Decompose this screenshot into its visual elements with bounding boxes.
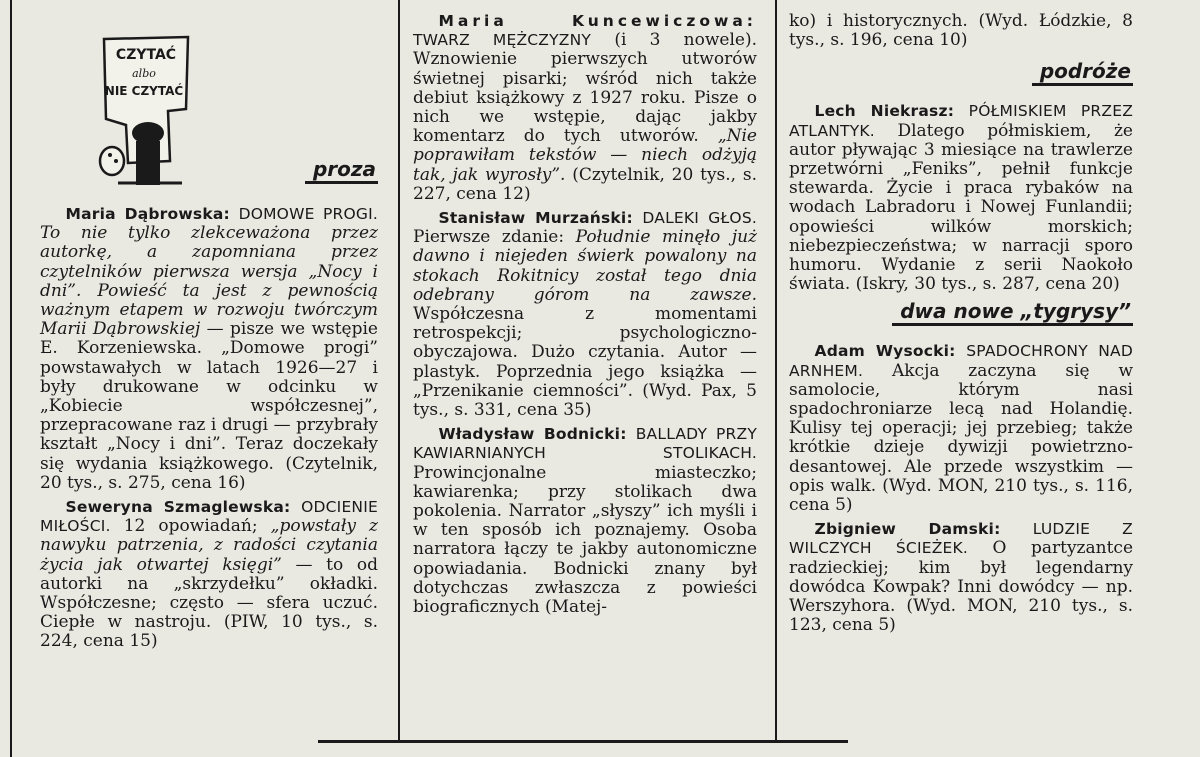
section-heading-podroze: podróże — [789, 62, 1133, 88]
review-text: (Czytelnik, 20 tys., s. 227, cena 12) — [413, 164, 758, 204]
quote-text: Południe minęło już dawno i niejeden świerk powalony na stokach Rokitnicy został tego dnia odebrany górom na zawsze. — [413, 227, 757, 305]
author-name: Seweryna Szmaglewska: — [65, 498, 291, 517]
review-bodnicki — [413, 425, 757, 617]
review-szmaglewska — [40, 498, 378, 652]
page-border-left — [10, 0, 12, 757]
author-name: Władysław Bodnicki: — [438, 425, 627, 444]
review-text: Dlatego półmiskiem, że autor pływając 3 miesiące na trawlerze przetwórni „Feniks”, pełnił funkcje stewarda. Życie i praca rybaków na wodach Labradoru i Nowej Funlandii; opowieści wilków morskich; niebezpieczeństwa; w narracji sporo humoru. Wydanie z serii Naokoło świata. (Iskry, 30 tys., s. 287, cena 20) — [789, 120, 1133, 295]
book-title: BALLADY PRZY KAWIARNIANYCH STOLIKACH. — [413, 425, 757, 463]
quote-text: To nie tylko zlekceważona przez autorkę, a zapomniana przez czytelników pierwsza wersja „Nocy i dni”. Powieść ta jest z pewnością ważnym etapem w rozwoju twórczym Marii Dąbrowskiej — [40, 223, 378, 340]
book-title: DALEKI GŁOS. — [642, 209, 757, 228]
book-title: PÓŁMISKIEM PRZEZ ATLANTYK. — [789, 102, 1134, 140]
review-damski — [789, 520, 1133, 635]
author-name: Zbigniew Damski: — [814, 520, 1001, 539]
column-rule — [398, 0, 400, 740]
review-dabrowska — [40, 205, 378, 493]
review-text: — to od autorki na „skrzydełku” okładki. Współczesne; często — sfera uczuć. Ciepłe w nastroju. (PIW, 10 tys., s. 224, cena 15) — [40, 554, 379, 652]
review-text: O partyzantce radzieckiej; kim był legendarny dowódca Kowpak? Inni dowódcy — np. Werszyhora. (Wyd. MON, 210 tys., s. 123, cena 5) — [789, 538, 1133, 636]
review-text: Pierwsze zdanie: — [413, 227, 565, 248]
book-title: LUDZIE Z WILCZYCH ŚCIEŻEK. — [789, 520, 1133, 558]
continued-text: ko) i historycznych. (Wyd. Łódzkie, 8 tys., s. 196, cena 10) — [789, 11, 1133, 51]
section-heading-tygrysy: dwa nowe „tygrysy” — [789, 302, 1133, 328]
review-text: Akcja zaczyna się w samolocie, którym nasi spadochroniarze lecą nad Holandię. Kulisy tej operacji; jej przebieg; także krótkie dzieje dywizji powietrzno-desantowej. Ale przede wszystkim — opis walk. (Wyd. MON, 210 tys., s. 116, cena 5) — [789, 360, 1134, 516]
column-rule — [775, 0, 777, 740]
author-name: Maria Kuncewiczowa: — [438, 12, 757, 30]
logo-line-2: albo — [132, 67, 156, 80]
review-murzanski — [413, 209, 757, 420]
quote-text: „Nie poprawiłam tekstów — niech odżyją tak, jak wyrosły”. — [413, 126, 757, 185]
review-text: 12 opowiadań; — [123, 516, 258, 537]
book-title: DOMOWE PROGI. — [238, 205, 379, 223]
author-name: Adam Wysocki: — [814, 342, 956, 361]
review-kuncewiczowa — [413, 12, 757, 204]
review-wysocki — [789, 342, 1133, 515]
column-1 — [40, 0, 378, 652]
quote-text: „powstały z nawyku patrzenia, z radości czytania życia jak otwartej księgi” — [40, 516, 378, 575]
bottom-rule — [318, 740, 848, 743]
review-text: Współczesna z momentami retrospekcji; psychologiczno-obyczajowa. Dużo czytania. Autor — plastyk. Poprzednia jego książka — „Przenikanie ciemności”. (Wyd. Pax, 5 tys., s. 331, cena 35) — [413, 304, 757, 421]
author-name: Lech Niekrasz: — [814, 102, 955, 121]
review-text: — pisze we wstępie E. Korzeniewska. „Domowe progi” powstawałych w latach 1926—27 i były drukowane w odcinku w „Kobiecie współczesnej”, przepracowane raz i drugi — przybrały kształt „Nocy i dni”. Teraz doczekały się wydania książkowego. (Czytelnik, 20 tys., s. 275, cena 16) — [40, 319, 378, 493]
author-name: Maria Dąbrowska: — [65, 205, 230, 223]
column-2 — [413, 0, 757, 617]
column-3 — [789, 0, 1133, 635]
logo-line-3: NIE CZYTAĆ — [104, 84, 184, 98]
review-text: Prowincjonalne miasteczko; kawiarenka; przy stolikach dwa pokolenia. Narrator „słyszy” ich myśli i w ten sposób ich poznajemy. Osoba narratora łączy te jakby autonomiczne opowiadania. Bodnicki znany był dotychczas zwłaszcza z powieści biograficznych (Matej- — [413, 462, 757, 618]
author-name: Stanisław Murzański: — [438, 209, 633, 228]
book-title: SPADOCHRONY NAD ARNHEM. — [789, 342, 1133, 380]
section-heading-proza: proza — [40, 160, 378, 186]
book-title: TWARZ MĘŻCZYZNY — [413, 31, 592, 50]
logo-line-1: CZYTAĆ — [115, 47, 177, 63]
review-niekrasz — [789, 102, 1133, 294]
book-title: ODCIENIE MIŁOŚCI. — [40, 498, 378, 536]
review-text: (i 3 nowele). Wznowienie pierwszych utworów świetnej pisarki; wśród nich także debiut książkowy z 1927 roku. Pisze o nich we wstępie, dając jakby komentarz do tych utworów. — [413, 30, 757, 147]
